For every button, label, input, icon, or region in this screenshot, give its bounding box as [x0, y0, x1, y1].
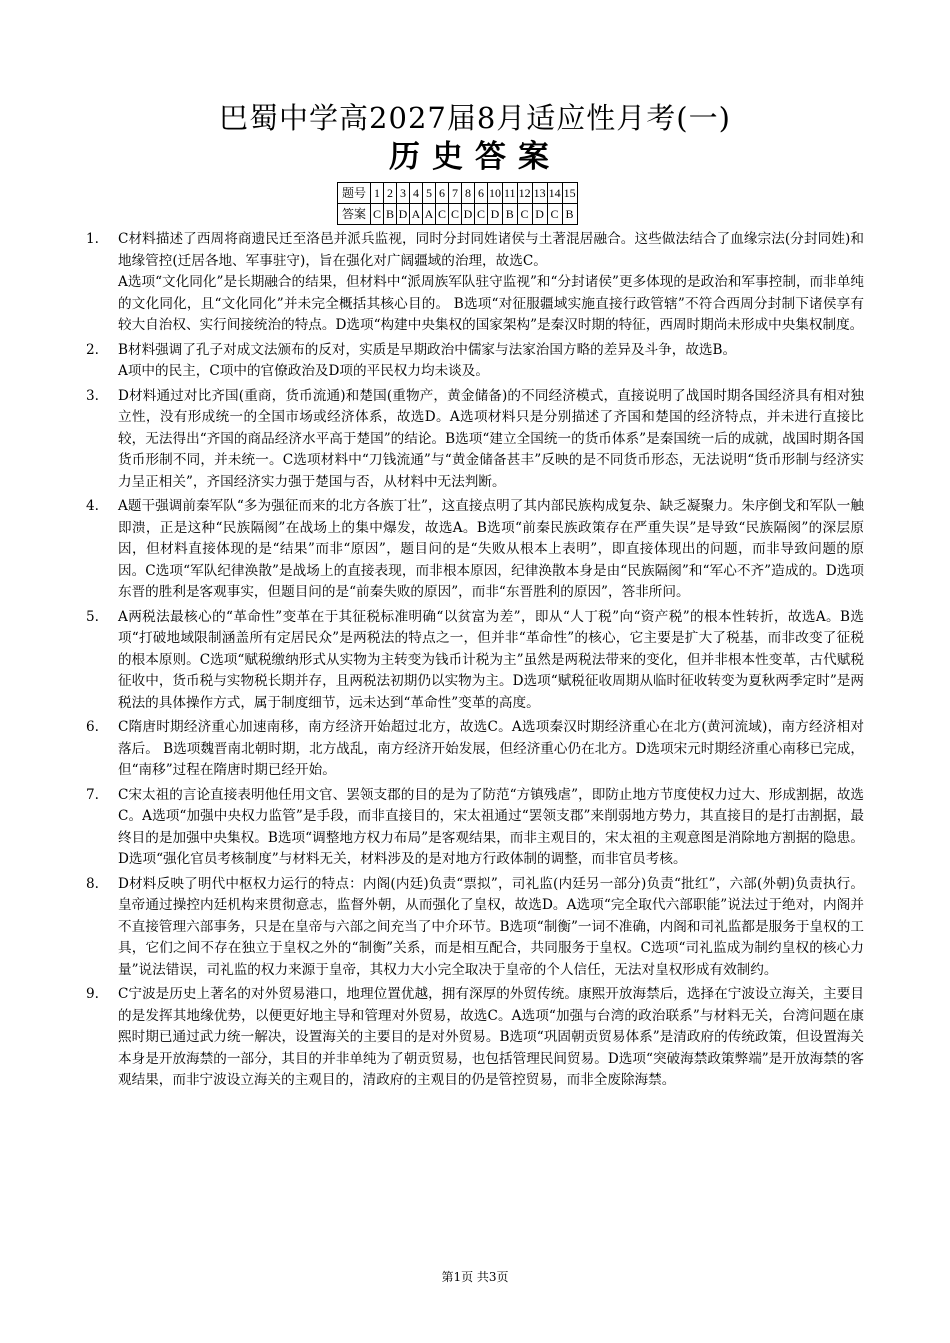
item-detail: A项中的民主，C项中的官僚政治及D项的平民权力均未谈及。: [118, 363, 489, 379]
table-cell: B: [384, 204, 397, 225]
exam-title: 巴蜀中学高2027届8月适应性月考(一): [219, 101, 731, 135]
explanation-item: [86, 229, 864, 337]
item-text: A两税法最核心的“革命性”变革在于其征税标准明确“以贫富为差”，即从“人丁税”向“资产税”的根本性转折，故选A。B选项“打破地域限制涵盖所有定居民众”是两税法的特点之一，但并非“革命性”的核心，它主要是扩大了税基，而非改变了征税的根本原则。C选项“赋税缴纳形式从实物为主转变为钱币计税为主”虽然是两税法带来的变化，但并非根本性变革，古代赋税征收中，货币税与实物税长期并存，且两税法初期仍以实物为主。D选项“赋税征收周期从临时征收转变为夏秋两季定时”是两税法的具体操作方式，属于制度细节，远未达到“革命性”变革的高度。: [118, 608, 864, 711]
item-number: 9.: [86, 986, 99, 1002]
explanation-item: [86, 717, 864, 782]
answer-table-answer-row: [338, 204, 578, 225]
item-text: D材料反映了明代中枢权力运行的特点：内阁(内廷)负责“票拟”，司礼监(内廷另一部分)负责“批红”，六部(外朝)负责执行。皇帝通过操控内廷机构来贯彻意志，监督外朝，从而强化了皇权，故选D。A选项“完全取代六部职能”说法过于绝对，内阁并不直接管理六部事务，只是在皇帝与六部之间充当了中介环节。B选项“制衡”一词不准确，内阁和司礼监都是服务于皇权的工具，它们之间不存在独立于皇权之外的“制衡”关系，而是相互配合，共同服务于皇权。C选项“司礼监成为制约皇权的核心力量”说法错误，司礼监的权力来源于皇帝，其权力大小完全取决于皇帝的个人信任，无法对皇权形成有效制约。: [118, 875, 864, 978]
table-cell: C: [547, 204, 562, 225]
table-cell: 13: [532, 183, 547, 204]
row-label-number: 题号: [338, 183, 371, 204]
item-text: D材料通过对比齐国(重商，货币流通)和楚国(重物产，黄金储备)的不同经济模式，直接说明了战国时期各国经济具有相对独立性，没有形成统一的全国市场或经济体系，故选D。A选项材料只是分别描述了齐国和楚国的经济特点，并未进行直接比较，无法得出“齐国的商品经济水平高于楚国”的结论。B选项“建立全国统一的货币体系”是秦国统一后的成就，战国时期各国货币形制不同，并未统一。C选项材料中“刀钱流通”与“黄金储备甚丰”反映的是不同货币形态，无法说明“货币形制与经济实力呈正相关”，齐国经济实力强于楚国与否，从材料中无法判断。: [118, 387, 864, 490]
item-text: A题干强调前秦军队“多为强征而来的北方各族丁壮”，这直接点明了其内部民族构成复杂、缺乏凝聚力。朱序倒戈和军队一触即溃，正是这种“民族隔阂”在战场上的集中爆发，故选A。B选项“前秦民族政策存在严重失误”是导致“民族隔阂”的深层原因，但材料直接体现的是“结果”而非“原因”，题目问的是“失败从根本上表明”，即直接体现出的问题，而非导致问题的原因。C选项“军队纪律涣散”是战场上的直接表现，而非根本原因，纪律涣散本身是由“民族隔阂”和“军心不齐”造成的。D选项东晋的胜利是客观事实，但题目问的是“前秦失败的原因”，而非“东晋胜利的原因”，答非所问。: [118, 498, 864, 600]
table-cell: D: [532, 204, 547, 225]
table-cell: C: [449, 204, 462, 225]
item-number: 2.: [86, 341, 99, 358]
item-text: C宁波是历史上著名的对外贸易港口，地理位置优越，拥有深厚的外贸传统。康熙开放海禁后，选择在宁波设立海关，主要目的是发挥其地缘优势，以便更好地主导和管理对外贸易，故选C。A选项“加强与台湾的政治联系”与材料无关，台湾问题在康熙时期已通过武力统一解决，设置海关的主要目的是对外贸易。B选项“巩固朝贡贸易体系”是清政府的传统政策，但设置海关本身是开放海禁的一部分，其目的并非单纯为了朝贡贸易，也包括管理民间贸易。D选项“突破海禁政策弊端”是开放海禁的客观结果，而非宁波设立海关的主观目的，清政府的主观目的仍是管控贸易，而非全废除海禁。: [118, 986, 864, 1088]
item-number: 1.: [86, 231, 99, 247]
explanation-item: [86, 874, 864, 982]
table-cell: 12: [517, 183, 532, 204]
item-number: 3.: [86, 387, 99, 404]
row-label-answer: 答案: [338, 204, 371, 225]
answer-table-number-row: [338, 183, 578, 204]
explanation-item: [86, 496, 864, 604]
table-cell: 6: [475, 183, 488, 204]
explanation-item: [86, 607, 864, 715]
item-number: 6.: [86, 719, 99, 735]
table-cell: A: [423, 204, 436, 225]
table-cell: B: [562, 204, 577, 225]
table-cell: 8: [462, 183, 475, 204]
item-number: 4.: [86, 498, 99, 514]
table-cell: A: [410, 204, 423, 225]
answer-table: [337, 182, 578, 225]
table-cell: 1: [371, 183, 384, 204]
explanation-item: [86, 785, 864, 871]
item-text: C材料描述了西周将商遗民迁至洛邑并派兵监视，同时分封同姓诸侯与土著混居融合。这些做法结合了血缘宗法(分封同姓)和地缘管控(迁居各地、军事驻守)，旨在强化对广阔疆域的治理，故选C。: [118, 231, 864, 269]
explanation-item: [86, 984, 864, 1092]
table-cell: B: [503, 204, 518, 225]
item-text: C宋太祖的言论直接表明他任用文官、罢领支郡的目的是为了防范“方镇残虐”，即防止地方节度使权力过大、形成割据，故选C。A选项“加强中央权力监管”是手段，而非直接目的，宋太祖通过“罢领支郡”来削弱地方势力，其直接目的是打击割据，最终目的是加强中央集权。B选项“调整地方权力布局”是客观结果，而非主观目的，宋太祖的主观意图是消除地方割据的隐患。D选项“强化官员考核制度”与材料无关，材料涉及的是对地方行政体制的调整，而非官员考核。: [118, 786, 864, 867]
table-cell: D: [462, 204, 475, 225]
answer-subtitle: 历史答案: [389, 139, 561, 175]
table-cell: 2: [384, 183, 397, 204]
table-cell: 15: [562, 183, 577, 204]
table-cell: C: [517, 204, 532, 225]
item-detail: A选项“文化同化”是长期融合的结果，但材料中“派周族军队驻守监视”和“分封诸侯”更多体现的是政治和军事控制，而非单纯的文化同化，且“文化同化”并未完全概括其核心目的。 B选项“对征服疆域实施直接行政管辖”不符合西周分封制下诸侯享有较大自治权、实行间接统治的特点。D选项“构建中央集权的国家架构”是秦汉时期的特征，西周时期尚未形成中央集权制度。: [118, 274, 864, 333]
explanation-item: [86, 386, 864, 494]
table-cell: 14: [547, 183, 562, 204]
item-text: C隋唐时期经济重心加速南移，南方经济开始超过北方，故选C。A选项秦汉时期经济重心在北方(黄河流域)，南方经济相对落后。 B选项魏晋南北朝时期，北方战乱，南方经济开始发展，但经济重心仍在北方。D选项宋元时期经济重心南移已完成，但“南移”过程在隋唐时期已经开始。: [118, 719, 864, 778]
table-cell: 7: [449, 183, 462, 204]
item-number: 7.: [86, 786, 99, 803]
table-cell: 10: [488, 183, 503, 204]
table-cell: 6: [436, 183, 449, 204]
explanation-item: [86, 340, 864, 383]
table-cell: 3: [397, 183, 410, 204]
page-footer: 第1页 共3页: [441, 1270, 509, 1284]
item-number: 8.: [86, 875, 99, 892]
table-cell: C: [475, 204, 488, 225]
table-cell: 11: [503, 183, 518, 204]
table-cell: D: [488, 204, 503, 225]
table-cell: 5: [423, 183, 436, 204]
table-cell: D: [397, 204, 410, 225]
item-text: B材料强调了孔子对成文法颁布的反对，实质是早期政治中儒家与法家治国方略的差异及斗争，故选B。: [118, 341, 737, 358]
table-cell: C: [436, 204, 449, 225]
item-number: 5.: [86, 608, 99, 625]
answer-explanations: [86, 229, 864, 1095]
table-cell: 4: [410, 183, 423, 204]
table-cell: C: [371, 204, 384, 225]
